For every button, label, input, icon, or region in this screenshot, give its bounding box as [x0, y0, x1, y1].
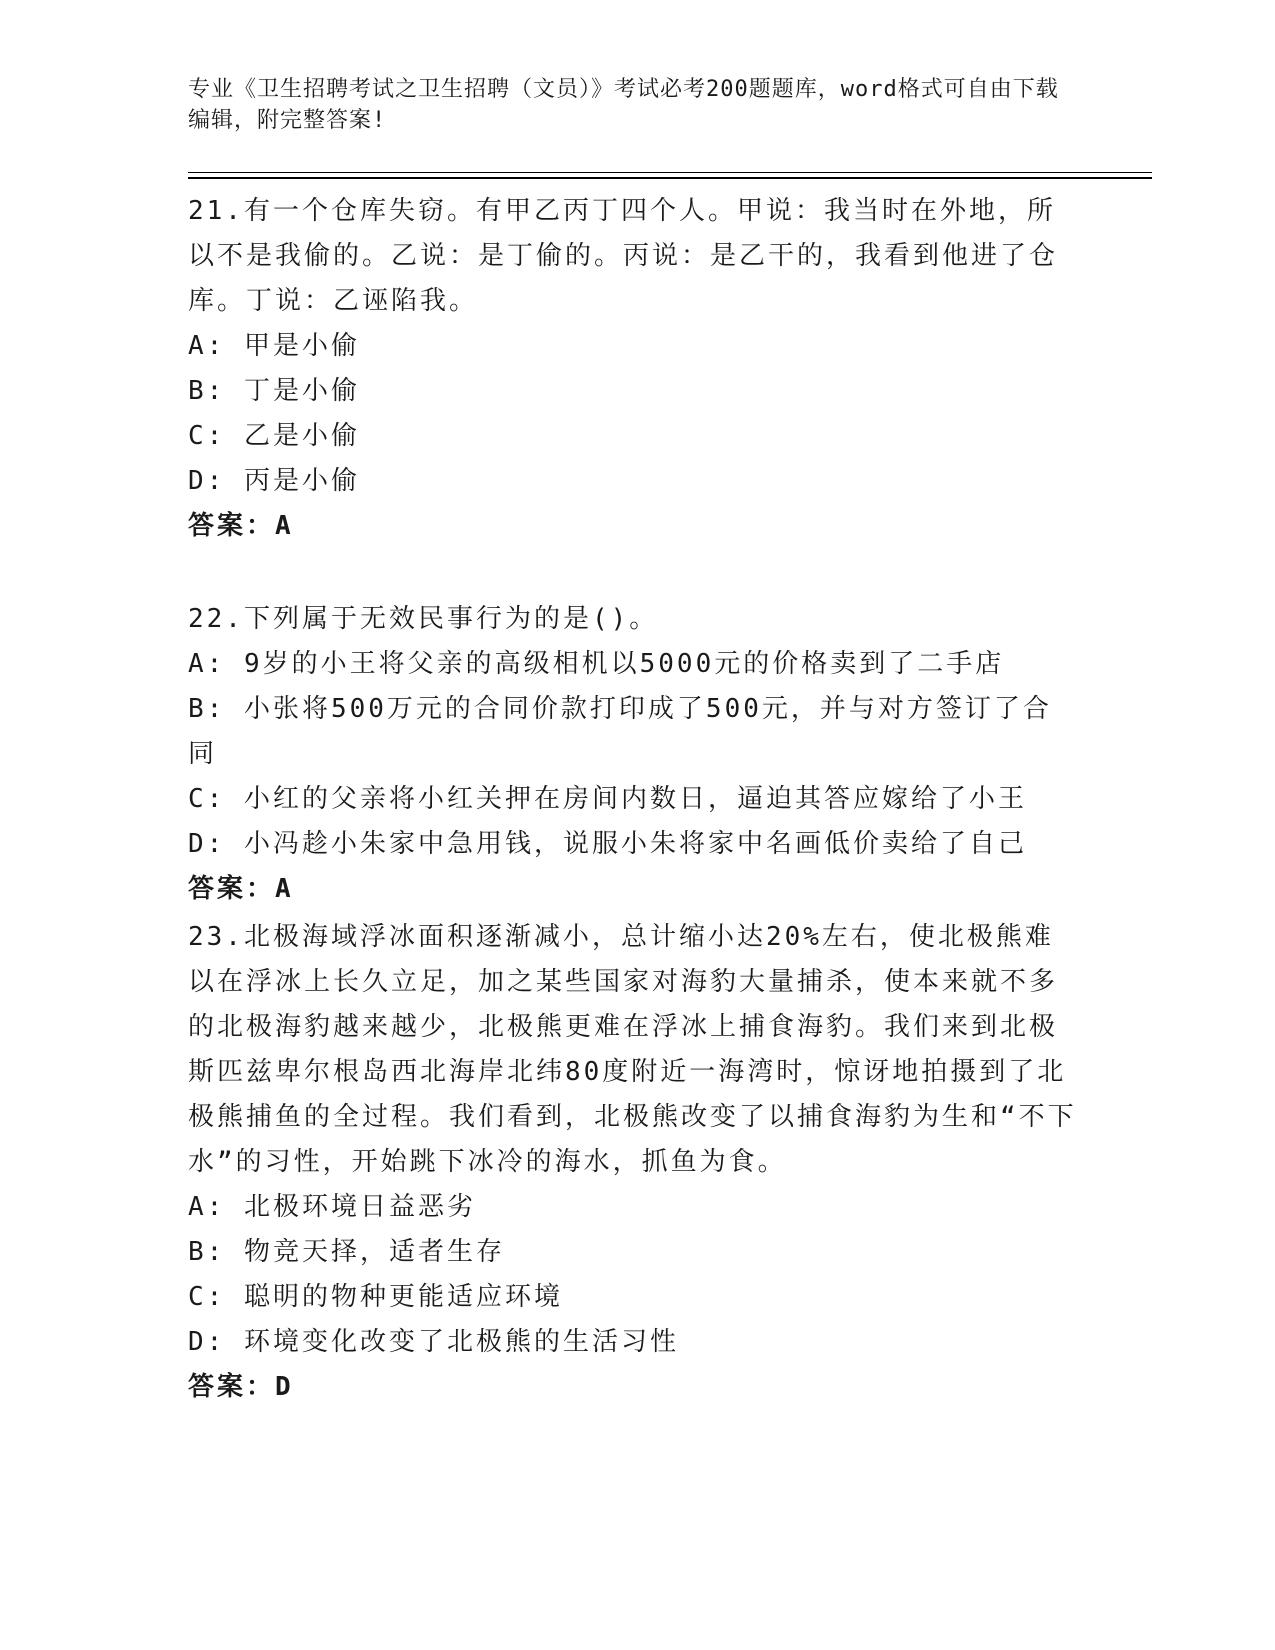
option-a: A: 甲是小偷 — [188, 331, 360, 361]
option-b: B: 小张将500万元的合同价款打印成了500元，并与对方签订了合同 — [188, 694, 1052, 769]
option-d: D: 小冯趁小朱家中急用钱，说服小朱将家中名画低价卖给了自己 — [188, 829, 1027, 859]
option-c: C: 乙是小偷 — [188, 421, 360, 451]
option-a: A: 北极环境日益恶劣 — [188, 1192, 476, 1222]
option-a: A: 9岁的小王将父亲的高级相机以5000元的价格卖到了二手店 — [188, 649, 1005, 679]
question-21 — [188, 189, 1078, 549]
option-d: D: 丙是小偷 — [188, 466, 360, 496]
question-stem: 21.有一个仓库失窃。有甲乙丙丁四个人。甲说：我当时在外地，所以不是我偷的。乙说：是丁偷的。丙说：是乙干的，我看到他进了仓库。丁说：乙诬陷我。 — [188, 196, 1059, 316]
option-b: B: 物竞天择，适者生存 — [188, 1237, 505, 1267]
question-stem: 23.北极海域浮冰面积逐渐减小，总计缩小达20%左右，使北极熊难以在浮冰上长久立足，加之某些国家对海豹大量捕杀，使本来就不多的北极海豹越来越少，北极熊更难在浮冰上捕食海豹。我们来到北极斯匹兹卑尔根岛西北海岸北纬80度附近一海湾时，惊讶地拍摄到了北极熊捕鱼的全过程。我们看到，北极熊改变了以捕食海豹为生和“不下水”的习性，开始跳下冰冷的海水，抓鱼为食。 — [188, 922, 1077, 1177]
header-divider-thick — [188, 177, 1152, 179]
question-23 — [188, 915, 1078, 1410]
document-header: 专业《卫生招聘考试之卫生招聘（文员）》考试必考200题题库，word格式可自由下载编辑，附完整答案! — [188, 77, 1059, 133]
question-22 — [188, 597, 1078, 912]
answer-line: 答案：A — [188, 511, 294, 541]
header-divider-thin — [188, 172, 1152, 173]
option-c: C: 聪明的物种更能适应环境 — [188, 1282, 563, 1312]
option-c: C: 小红的父亲将小红关押在房间内数日，逼迫其答应嫁给了小王 — [188, 784, 1027, 814]
answer-line: 答案：A — [188, 874, 294, 904]
option-b: B: 丁是小偷 — [188, 376, 360, 406]
option-d: D: 环境变化改变了北极熊的生活习性 — [188, 1327, 679, 1357]
question-stem: 22.下列属于无效民事行为的是()。 — [188, 604, 659, 634]
answer-line: 答案：D — [188, 1372, 294, 1402]
